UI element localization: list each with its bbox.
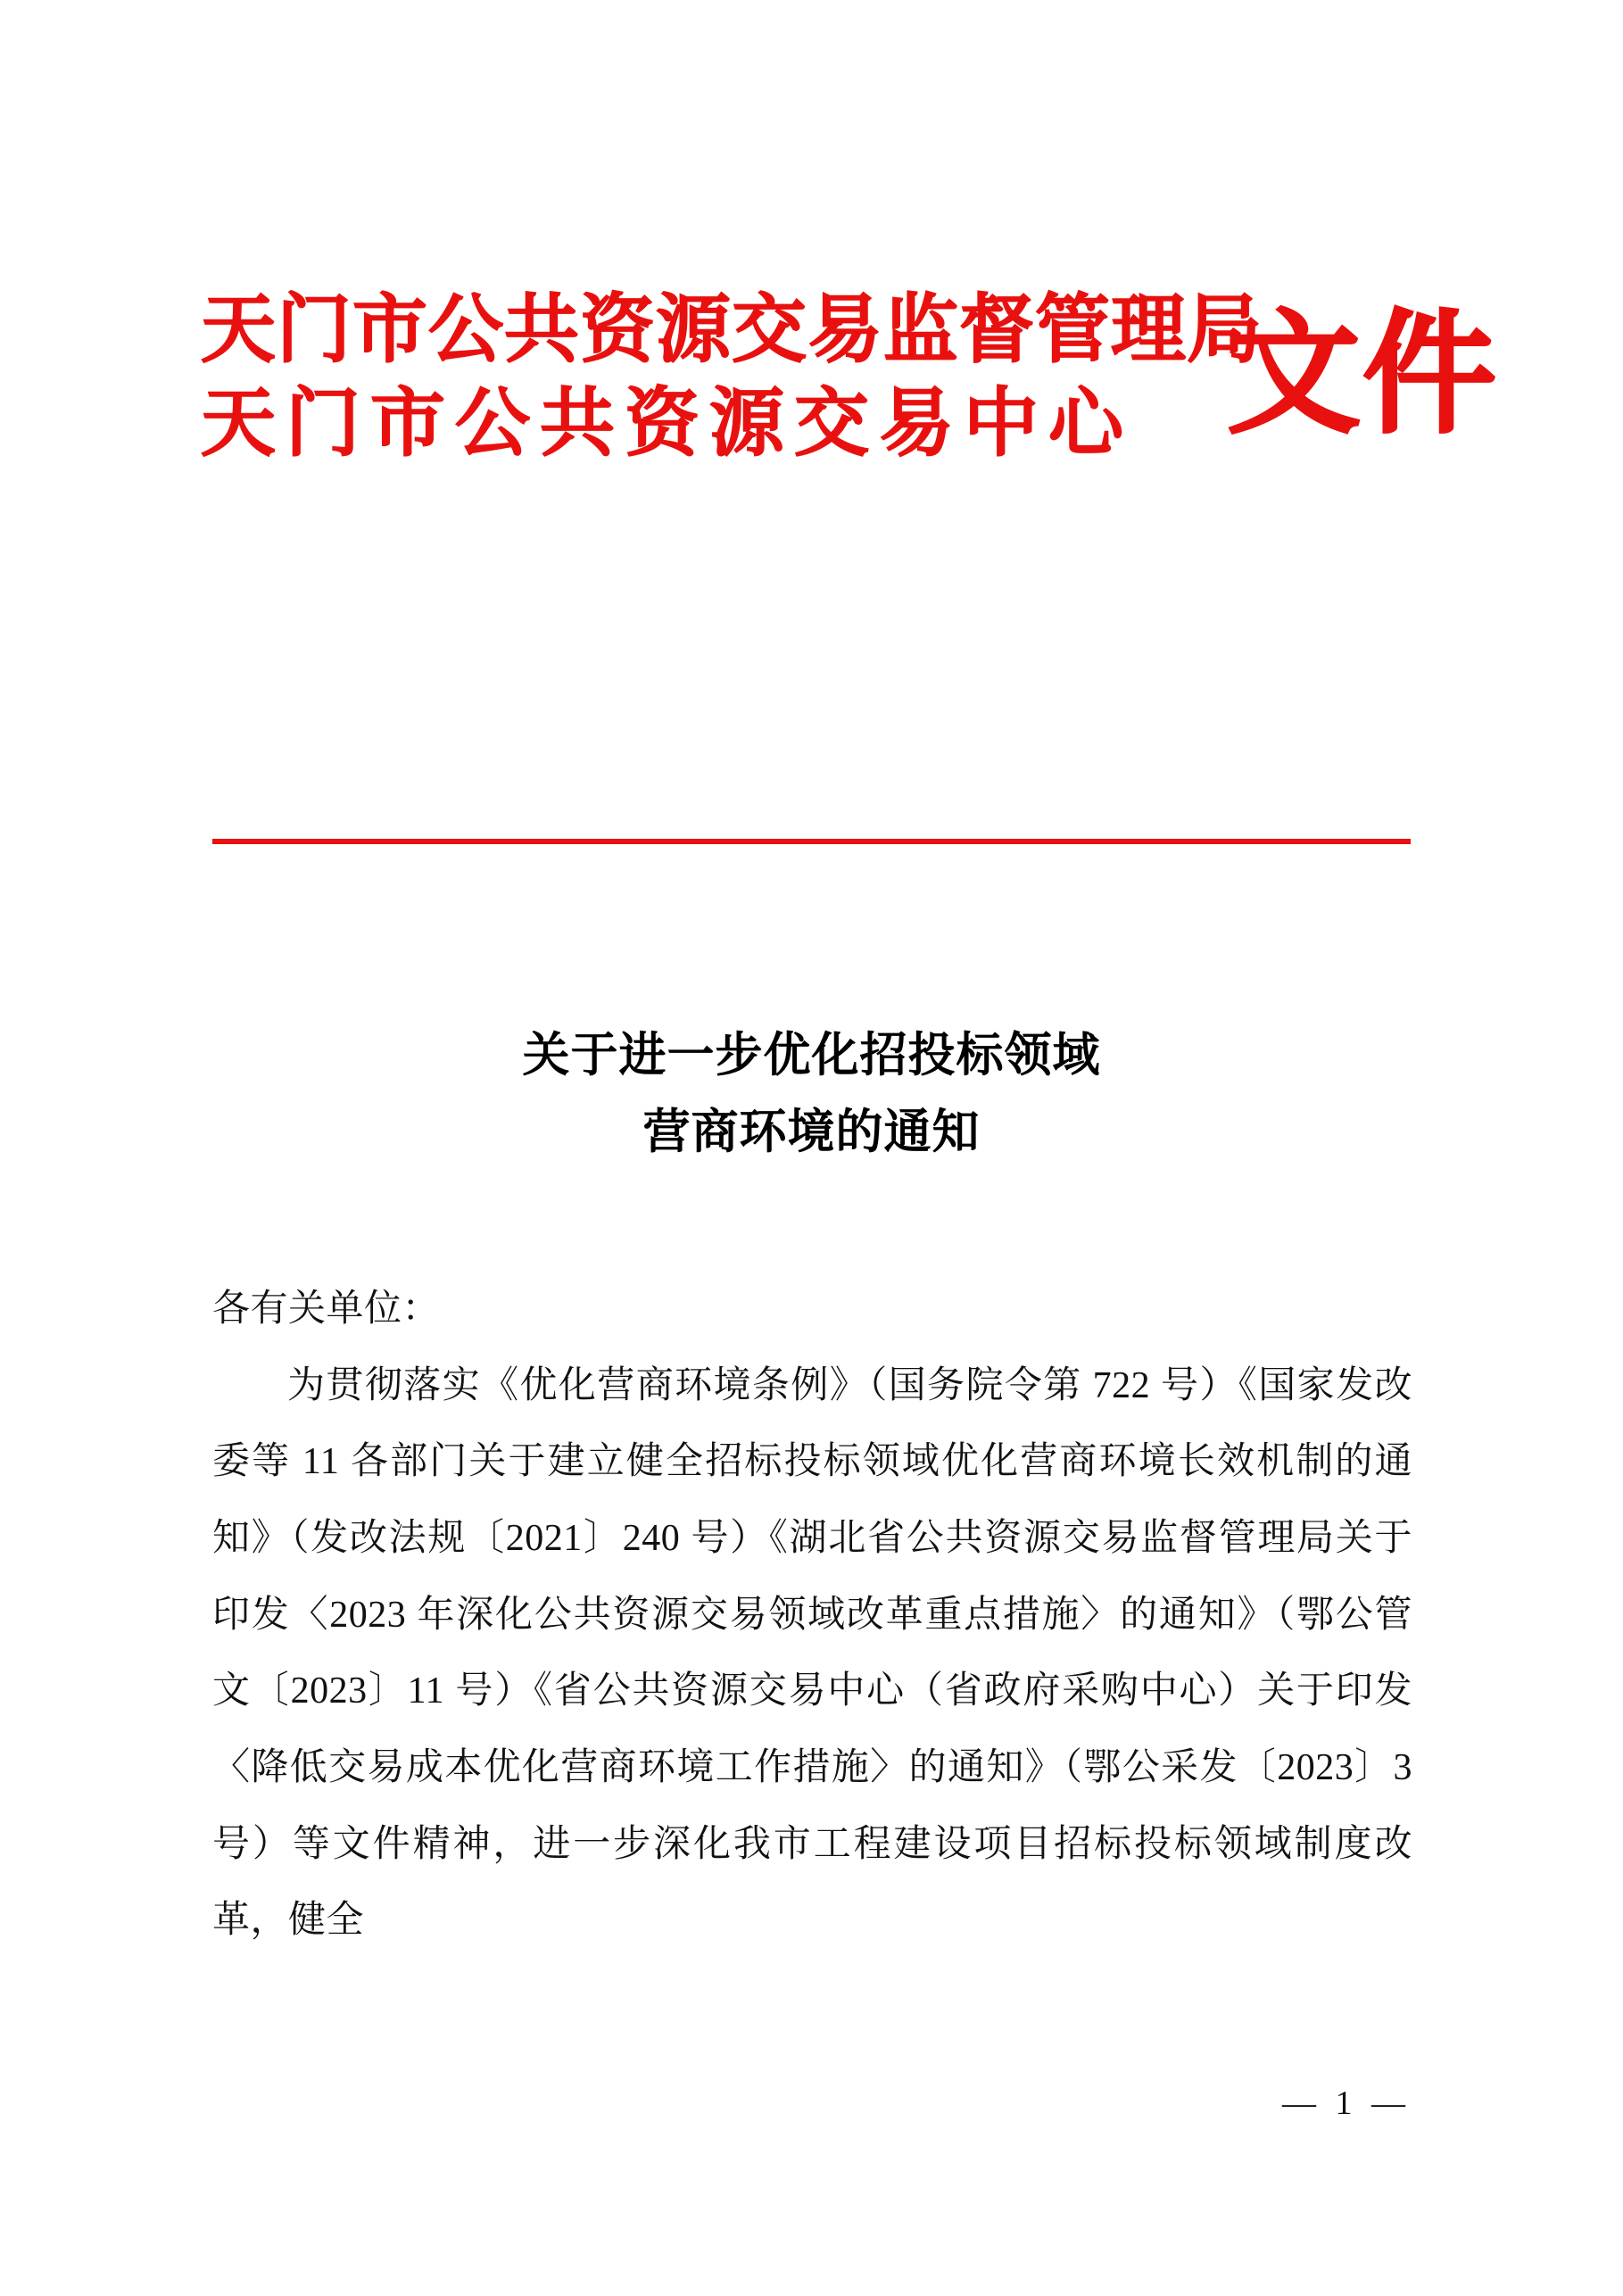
page-number: — 1 —: [1282, 2085, 1411, 2122]
body-paragraph-1: 为贯彻落实《优化营商环境条例》（国务院令第 722 号）《国家发改委等 11 各部门关于建立健全招标投标领域优化营商环境长效机制的通知》（发改法规〔2021〕240 号）《湖北省公共资源交易监督管理局关于印发〈2023 年深化公共资源交易领域改革重点措施〉的通知》（鄂公管文〔2023〕11 号）《省公共资源交易中心（省政府采购中心）关于印发〈降低交易成本优化营商环境工作措施〉的通知》（鄂公采发〔2023〕3 号）等文件精神，进一步深化我市工程建设项目招标投标领域制度改革，健全: [212, 1364, 1412, 1942]
letterhead: [0, 284, 1623, 605]
letterhead-document-word: 文件: [1226, 302, 1498, 450]
letterhead-line-1: 天门市公共资源交易监督管理局: [201, 289, 1263, 372]
red-separator-rule: [212, 839, 1411, 844]
page-title: [212, 1017, 1411, 1171]
salutation: 各有关单位：: [212, 1289, 441, 1330]
letterhead-line-2: 天门市公共资源交易中心: [201, 383, 1134, 466]
letterhead-issuer-names: [201, 284, 1263, 471]
page-title-line-1: 关于进一步优化招投标领域: [522, 1029, 1101, 1082]
page-title-line-2: 营商环境的通知: [642, 1105, 981, 1158]
document-body: [212, 1272, 1412, 1960]
